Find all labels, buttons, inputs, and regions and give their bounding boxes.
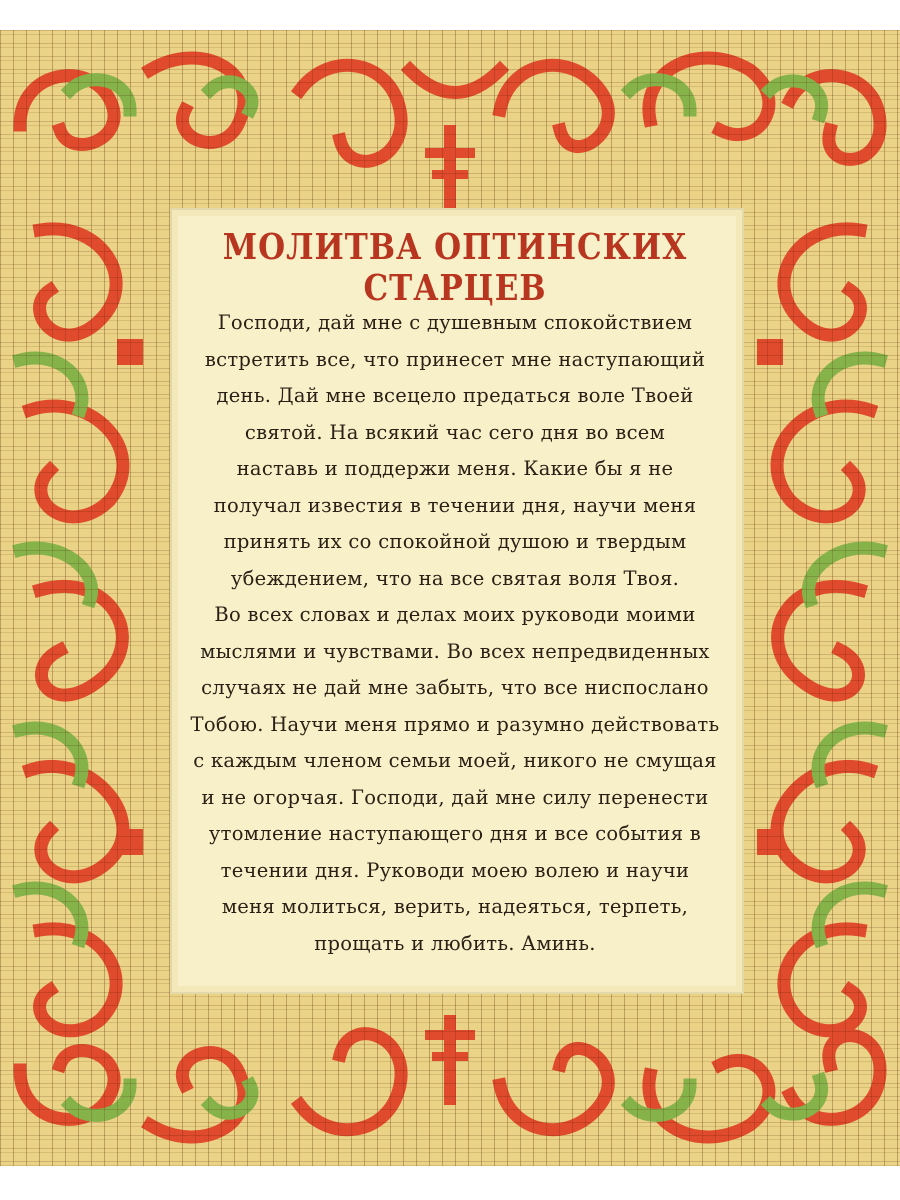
prayer-line: Во всех словах и делах моих руководи моими — [214, 603, 696, 626]
prayer-line: святой. На всякий час сего дня во всем — [244, 420, 666, 444]
prayer-line: мыслями и чувствами. Во всех непредвиденных — [200, 639, 710, 663]
prayer-line: меня молиться, верить, надеяться, терпеть, — [221, 895, 689, 918]
prayer-line: случаях не дай мне забыть, что все ниспослано — [201, 676, 709, 699]
prayer-line: прощать и любить. Аминь. — [314, 931, 596, 955]
prayer-line: Тобою. Научи меня прямо и разумно действовать — [190, 712, 720, 736]
prayer-line: с каждым членом семьи моей, никого не смущая — [193, 749, 717, 772]
prayer-line: убеждением, что на все святая воля Твоя. — [230, 566, 680, 590]
prayer-line: встретить все, что принесет мне наступающий — [204, 347, 706, 371]
prayer-line: Господи, дай мне с душевным спокойствием — [217, 311, 693, 334]
prayer-line: и не огорчая. Господи, дай мне силу перенести — [201, 785, 709, 809]
prayer-line: получал известия в течении дня, научи меня — [213, 493, 697, 517]
prayer-text — [190, 305, 720, 962]
prayer-line: день. Дай мне всецело предаться воле Твоей — [216, 384, 694, 407]
prayer-line: течении дня. Руководи моею волею и научи — [220, 858, 690, 882]
prayer-line: утомление наступающего дня и все события в — [208, 822, 702, 845]
prayer-line: принять их со спокойной душою и твердым — [223, 530, 687, 553]
prayer-title: МОЛИТВА ОПТИНСКИХ СТАРЦЕВ — [222, 226, 688, 310]
prayer-line: наставь и поддержи меня. Какие бы я не — [236, 457, 674, 480]
